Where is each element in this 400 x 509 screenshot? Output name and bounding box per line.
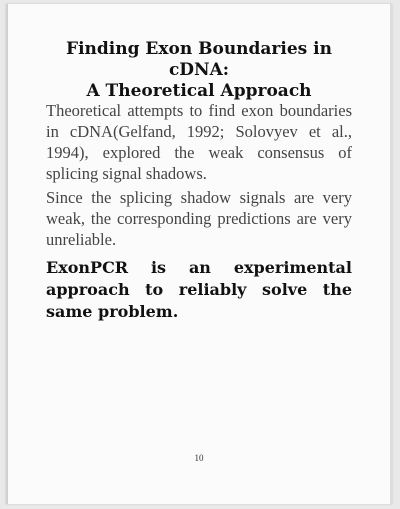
emphasis-statement: ExonPCR is an experimental approach to reliably solve the same problem. bbox=[46, 258, 352, 321]
title-line-2: cDNA: bbox=[168, 60, 230, 80]
title-line-1: Finding Exon Boundaries in bbox=[66, 39, 332, 59]
paragraph-weak-signals: Since the splicing shadow signals are very weak, the corresponding predictions are very unreliable. bbox=[46, 188, 352, 249]
title-line-3: A Theoretical Approach bbox=[86, 81, 312, 101]
page-number: 10 bbox=[194, 453, 204, 463]
paragraph-theoretical-attempts: Theoretical attempts to find exon boundaries in cDNA(Gelfand, 1992; Solovyev et al., 1994), explored the weak consensus of splicing signal shadows. bbox=[46, 101, 352, 183]
slide-page bbox=[6, 4, 392, 504]
slide-title bbox=[6, 39, 392, 102]
